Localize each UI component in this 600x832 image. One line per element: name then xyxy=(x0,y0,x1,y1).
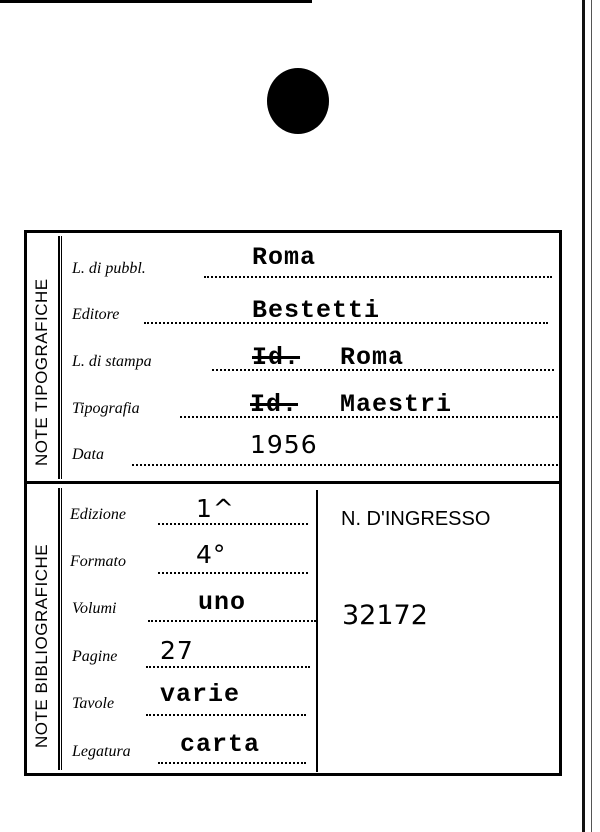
luogo-pubbl-line xyxy=(204,276,552,278)
label-column-divider-bottom xyxy=(58,488,60,770)
card-right-edge-inner xyxy=(591,0,592,832)
ingresso-number: 32172 xyxy=(342,600,428,631)
pagine-label: Pagine xyxy=(72,648,118,665)
tipografia-label: Tipografia xyxy=(72,400,140,417)
formato-label: Formato xyxy=(70,553,126,570)
tipografia-struck: Id. xyxy=(250,390,299,419)
edizione-label: Edizione xyxy=(70,506,126,523)
label-column-divider-top xyxy=(58,236,60,479)
luogo-pubbl-value: Roma xyxy=(252,243,317,272)
volumi-label: Volumi xyxy=(72,600,117,617)
pagine-value: 27 xyxy=(160,636,194,665)
label-column-divider-bottom-inner xyxy=(61,488,62,770)
edizione-line xyxy=(158,523,308,525)
volumi-value: uno xyxy=(198,588,247,617)
legatura-label: Legatura xyxy=(72,743,131,760)
ingresso-label: N. D'INGRESSO xyxy=(341,508,491,530)
card-top-edge xyxy=(0,0,312,3)
edizione-value: 1^ xyxy=(196,494,235,523)
data-value: 1956 xyxy=(250,430,318,459)
punch-hole xyxy=(267,68,329,134)
editore-label: Editore xyxy=(72,306,120,323)
legatura-line xyxy=(158,762,306,764)
tavole-line xyxy=(146,714,306,716)
legatura-value: carta xyxy=(180,730,261,759)
data-line xyxy=(132,464,558,466)
luogo-stampa-struck: Id. xyxy=(252,343,301,372)
data-label: Data xyxy=(72,446,104,463)
editore-value: Bestetti xyxy=(252,296,381,325)
luogo-stampa-value: Roma xyxy=(340,343,405,372)
ingresso-column-divider xyxy=(316,490,318,772)
volumi-line xyxy=(148,620,316,622)
tavole-label: Tavole xyxy=(72,695,115,712)
label-column-divider-top-inner xyxy=(61,236,62,479)
pagine-line xyxy=(146,666,310,668)
section-divider xyxy=(27,481,559,484)
formato-line xyxy=(158,572,308,574)
luogo-stampa-label: L. di stampa xyxy=(72,353,152,370)
note-bibliografiche-title: NOTE BIBLIOGRAFICHE xyxy=(32,543,51,748)
luogo-pubbl-label: L. di pubbl. xyxy=(72,260,146,277)
card-right-edge xyxy=(582,0,585,832)
tavole-value: varie xyxy=(160,680,241,709)
tipografia-value: Maestri xyxy=(340,390,453,419)
formato-value: 4° xyxy=(196,540,227,569)
note-tipografiche-title: NOTE TIPOGRAFICHE xyxy=(32,278,51,466)
